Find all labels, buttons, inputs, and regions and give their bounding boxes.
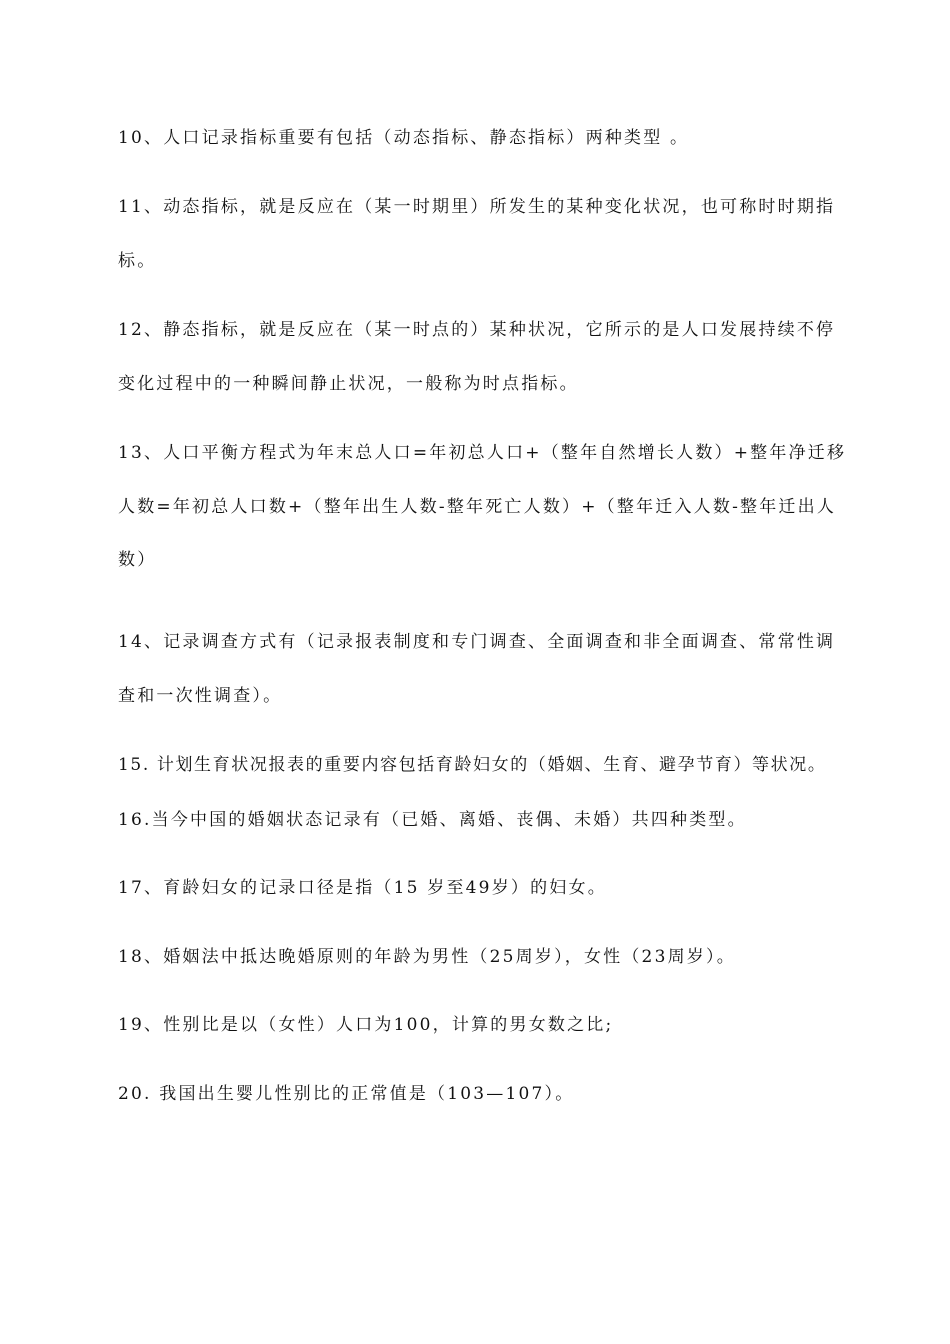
item-13-line-2: 人数=年初总人口数+（整年出生人数-整年死亡人数）+（整年迁入人数-整年迁出人 bbox=[118, 497, 837, 517]
item-18-line-1: 18、婚姻法中抵达晚婚原则的年龄为男性（25周岁），女性（23周岁）。 bbox=[118, 947, 736, 967]
item-16-line-1: 16.当今中国的婚姻状态记录有（已婚、离婚、丧偶、未婚）共四种类型。 bbox=[118, 810, 747, 830]
item-12-line-2: 变化过程中的一种瞬间静止状况，一般称为时点指标。 bbox=[118, 374, 579, 394]
item-12-line-1: 12、静态指标，就是反应在（某一时点的）某种状况，它所示的是人口发展持续不停 bbox=[118, 320, 836, 340]
item-20-line-1: 20. 我国出生婴儿性别比的正常值是（103—107）。 bbox=[118, 1084, 575, 1104]
item-17-line-1: 17、育龄妇女的记录口径是指（15 岁至49岁）的妇女。 bbox=[118, 878, 607, 898]
item-13-line-1: 13、人口平衡方程式为年末总人口=年初总人口+（整年自然增长人数）+整年净迁移 bbox=[118, 443, 847, 463]
item-11-line-1: 11、动态指标，就是反应在（某一时期里）所发生的某种变化状况，也可称时时期指 bbox=[118, 197, 836, 217]
item-15-line-1: 15. 计划生育状况报表的重要内容包括育龄妇女的（婚姻、生育、避孕节育）等状况。 bbox=[118, 755, 827, 775]
item-14-line-1: 14、记录调查方式有（记录报表制度和专门调查、全面调查和非全面调查、常常性调 bbox=[118, 632, 836, 652]
item-19-line-1: 19、性别比是以（女性）人口为100，计算的男女数之比; bbox=[118, 1015, 614, 1035]
item-10-line-1: 10、人口记录指标重要有包括（动态指标、静态指标）两种类型 。 bbox=[118, 128, 690, 148]
item-11-line-2: 标。 bbox=[118, 251, 157, 271]
item-14-line-2: 查和一次性调查）。 bbox=[118, 686, 283, 706]
item-13-line-3: 数） bbox=[118, 550, 157, 570]
